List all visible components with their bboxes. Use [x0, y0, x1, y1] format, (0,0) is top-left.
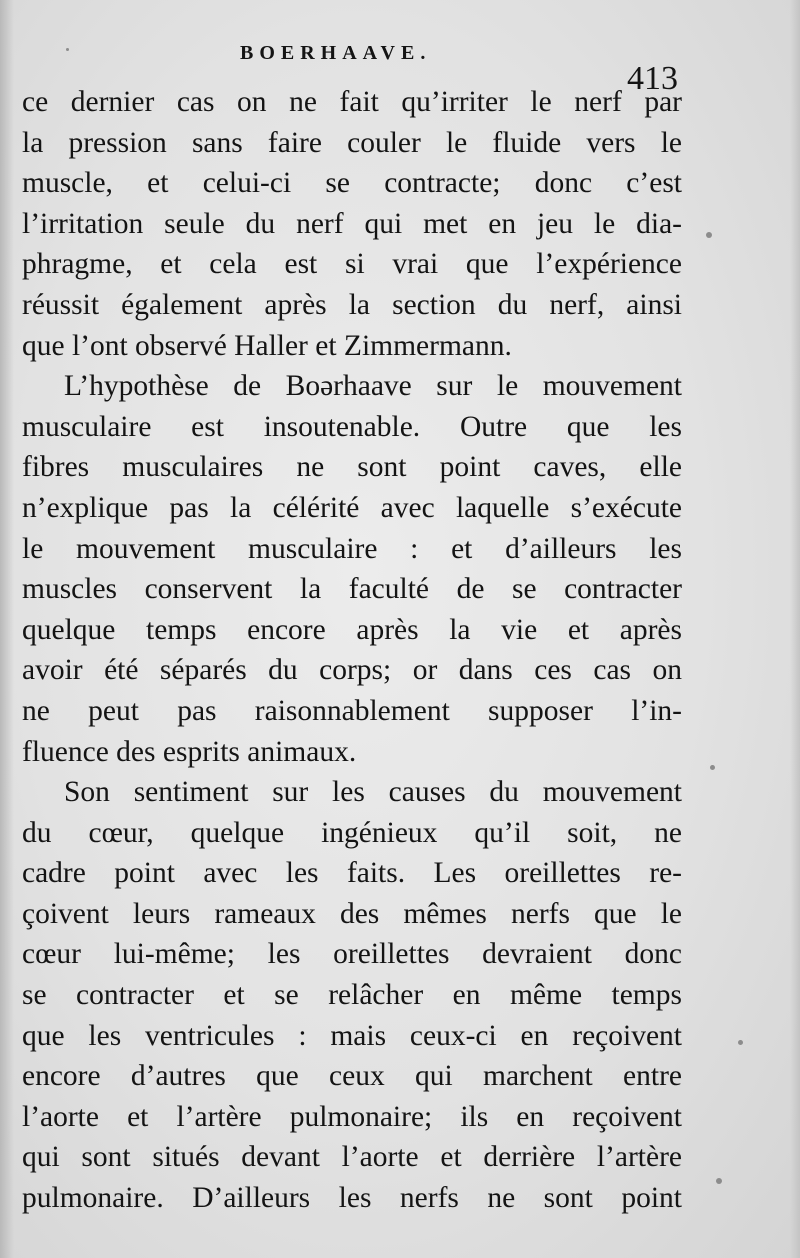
text-line: le mouvement musculaire : et d’ailleurs les [22, 532, 682, 565]
text-line: avoir été séparés du corps; or dans ces cas on [22, 654, 682, 687]
text-line: cœur lui-même; les oreillettes devraient donc [22, 938, 682, 971]
paragraph-1 [22, 82, 682, 366]
text-line: que les ventricules : mais ceux-ci en reçoivent [22, 1019, 682, 1052]
text-line: L’hypothèse de Boərhaave sur le mouvement [64, 370, 682, 403]
text-line: musculaire est insoutenable. Outre que les [22, 410, 682, 443]
text-line: du cœur, quelque ingénieux qu’il soit, ne [22, 816, 682, 849]
text-line: çoivent leurs rameaux des mêmes nerfs que le [22, 897, 682, 930]
text-line: fluence des esprits animaux. [22, 735, 357, 768]
text-line: quelque temps encore après la vie et après [22, 613, 682, 646]
text-line: n’explique pas la célérité avec laquelle s’exécute [22, 491, 682, 524]
paper-speck [716, 1178, 722, 1184]
text-line: encore d’autres que ceux qui marchent entre [22, 1060, 682, 1093]
text-line: l’aorte et l’artère pulmonaire; ils en reçoivent [22, 1100, 682, 1133]
paper-speck [738, 1040, 743, 1045]
text-line: la pression sans faire couler le fluide vers le [22, 126, 682, 159]
text-line: réussit également après la section du nerf, ainsi [22, 288, 682, 321]
running-head [22, 30, 678, 97]
text-line: cadre point avec les faits. Les oreillettes re- [22, 857, 682, 890]
text-line: muscle, et celui-ci se contracte; donc c’est [22, 167, 682, 200]
paper-speck [66, 48, 69, 51]
text-line: l’irritation seule du nerf qui met en jeu le dia- [22, 207, 682, 240]
paper-speck [710, 765, 715, 770]
page-number: 413 [627, 60, 678, 97]
paragraph-3 [22, 772, 682, 1219]
running-title: BOERHAAVE. [240, 42, 432, 64]
paragraph-2 [22, 366, 682, 772]
text-line: ne peut pas raisonnablement supposer l’in- [22, 694, 682, 727]
text-line: pulmonaire. D’ailleurs les nerfs ne sont point [22, 1182, 682, 1215]
text-line: ce dernier cas on ne fait qu’irriter le nerf par [22, 86, 682, 118]
body-text [22, 82, 682, 1219]
text-line: fibres musculaires ne sont point caves, elle [22, 451, 682, 484]
text-line: Son sentiment sur les causes du mouvement [64, 776, 682, 809]
text-line: qui sont situés devant l’aorte et derrière l’artère [22, 1141, 682, 1174]
text-line: muscles conservent la faculté de se contracter [22, 573, 682, 606]
text-line: que l’ont observé Haller et Zimmermann. [22, 329, 512, 362]
paper-speck [706, 232, 712, 238]
text-line: phragme, et cela est si vrai que l’expérience [22, 248, 682, 281]
text-line: se contracter et se relâcher en même temps [22, 979, 682, 1012]
